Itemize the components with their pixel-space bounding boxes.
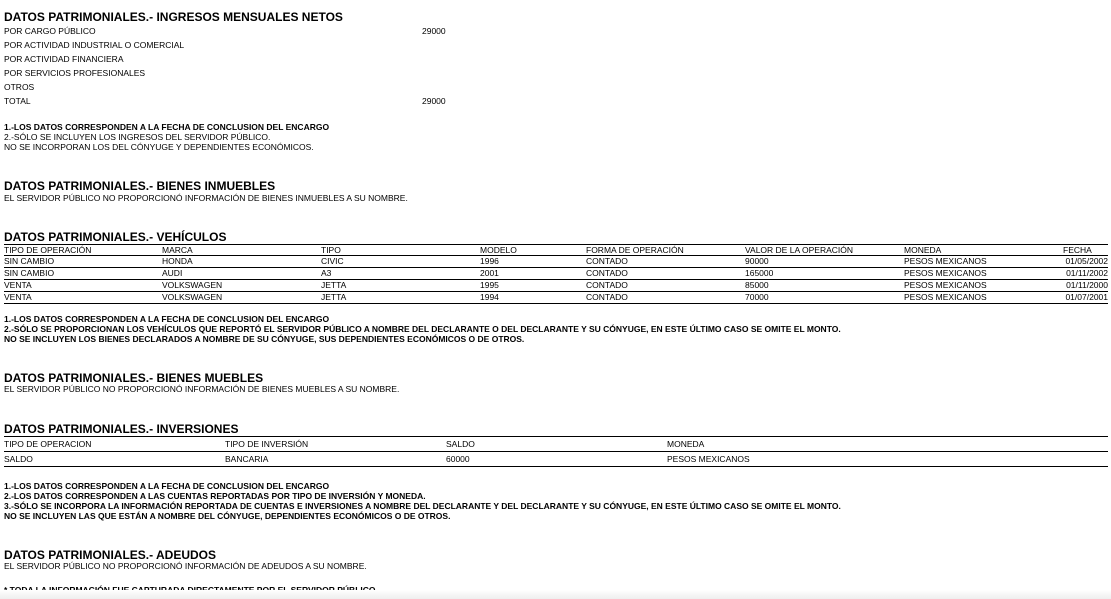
note-line: 1.-LOS DATOS CORRESPONDEN A LA FECHA DE CONCLUSION DEL ENCARGO bbox=[4, 314, 330, 324]
ingresos-row bbox=[4, 38, 184, 52]
ingresos-row bbox=[4, 24, 446, 38]
table-row bbox=[4, 256, 1108, 268]
table-cell: PESOS MEXICANOS bbox=[904, 256, 1063, 268]
note-line: 3.-SÓLO SE INCORPORA LA INFORMACIÓN REPORTADA DE CUENTAS E INVERSIONES A NOMBRE DEL DECLARANTE Y DEL DECLARANTE Y SU CÓNYUGE, EN ESTE ÚLTIMO CASO SE OMITE EL MONTO. bbox=[4, 501, 841, 511]
table-cell: 01/07/2001 bbox=[1063, 292, 1108, 304]
table-cell: BANCARIA bbox=[225, 452, 446, 467]
section-title-vehiculos: DATOS PATRIMONIALES.- VEHÍCULOS bbox=[4, 230, 227, 244]
note-line: 1.-LOS DATOS CORRESPONDEN A LA FECHA DE CONCLUSION DEL ENCARGO bbox=[4, 122, 330, 132]
table-cell: SIN CAMBIO bbox=[4, 256, 162, 268]
ingresos-row bbox=[4, 80, 34, 94]
note-line: NO SE INCLUYEN LOS BIENES DECLARADOS A NOMBRE DE SU CÓNYUGE, SUS DEPENDIENTES ECONÓMICOS O DE OTROS. bbox=[4, 334, 525, 344]
note-line: 2.-LOS DATOS CORRESPONDEN A LAS CUENTAS REPORTADAS POR TIPO DE INVERSIÓN Y MONEDA. bbox=[4, 491, 426, 501]
table-cell: AUDI bbox=[162, 268, 321, 280]
table-cell: PESOS MEXICANOS bbox=[904, 268, 1063, 280]
muebles-text: EL SERVIDOR PÚBLICO NO PROPORCIONÓ INFORMACIÓN DE BIENES MUEBLES A SU NOMBRE. bbox=[4, 384, 400, 394]
column-header: TIPO DE OPERACION bbox=[4, 437, 225, 452]
table-cell: A3 bbox=[321, 268, 480, 280]
table-cell: PESOS MEXICANOS bbox=[904, 280, 1063, 292]
ingresos-row bbox=[4, 52, 124, 66]
ingresos-label: TOTAL bbox=[4, 96, 31, 106]
table-cell: VENTA bbox=[4, 292, 162, 304]
table-cell: 01/11/2002 bbox=[1063, 268, 1108, 280]
adeudos-text: EL SERVIDOR PÚBLICO NO PROPORCIONÓ INFORMACIÓN DE ADEUDOS A SU NOMBRE. bbox=[4, 561, 367, 571]
note-line: 2.-SÓLO SE INCLUYEN LOS INGRESOS DEL SERVIDOR PÚBLICO. bbox=[4, 132, 271, 142]
inmuebles-text: EL SERVIDOR PÚBLICO NO PROPORCIONÓ INFORMACIÓN DE BIENES INMUEBLES A SU NOMBRE. bbox=[4, 193, 408, 203]
ingresos-value: 29000 bbox=[422, 96, 446, 106]
column-header: FORMA DE OPERACIÓN bbox=[586, 245, 745, 256]
table-cell: 60000 bbox=[446, 452, 667, 467]
ingresos-label: POR ACTIVIDAD FINANCIERA bbox=[4, 54, 124, 64]
ingresos-value: 29000 bbox=[422, 26, 446, 36]
column-header: MONEDA bbox=[904, 245, 1063, 256]
table-row bbox=[4, 452, 1108, 467]
table-cell: CONTADO bbox=[586, 292, 745, 304]
note-line: 1.-LOS DATOS CORRESPONDEN A LA FECHA DE CONCLUSION DEL ENCARGO bbox=[4, 481, 330, 491]
table-cell: 1995 bbox=[480, 280, 586, 292]
table-cell: CONTADO bbox=[586, 256, 745, 268]
inversiones-table bbox=[4, 436, 1108, 467]
column-header: FECHA bbox=[1063, 245, 1108, 256]
column-header: TIPO DE INVERSIÓN bbox=[225, 437, 446, 452]
section-title-inmuebles: DATOS PATRIMONIALES.- BIENES INMUEBLES bbox=[4, 179, 276, 193]
ingresos-label: POR SERVICIOS PROFESIONALES bbox=[4, 68, 146, 78]
table-cell: VENTA bbox=[4, 280, 162, 292]
table-cell: 165000 bbox=[745, 268, 904, 280]
table-cell: PESOS MEXICANOS bbox=[904, 292, 1063, 304]
table-cell: 1996 bbox=[480, 256, 586, 268]
column-header: MONEDA bbox=[667, 437, 1108, 452]
ingresos-label: POR CARGO PÚBLICO bbox=[4, 26, 96, 36]
note-line: NO SE INCORPORAN LOS DEL CÓNYUGE Y DEPENDIENTES ECONÓMICOS. bbox=[4, 142, 314, 152]
table-cell: CIVIC bbox=[321, 256, 480, 268]
ingresos-label: POR ACTIVIDAD INDUSTRIAL O COMERCIAL bbox=[4, 40, 185, 50]
table-cell: 01/11/2000 bbox=[1063, 280, 1108, 292]
section-title-adeudos: DATOS PATRIMONIALES.- ADEUDOS bbox=[4, 548, 217, 562]
ingresos-row bbox=[4, 66, 145, 80]
page-bottom-edge bbox=[0, 590, 1111, 599]
table-cell: 90000 bbox=[745, 256, 904, 268]
vehiculos-notes bbox=[4, 314, 841, 344]
section-title-ingresos: DATOS PATRIMONIALES.- INGRESOS MENSUALES NETOS bbox=[4, 10, 343, 24]
column-header: TIPO DE OPERACIÓN bbox=[4, 245, 162, 256]
inversiones-notes bbox=[4, 481, 841, 521]
table-cell: SALDO bbox=[4, 452, 225, 467]
ingresos-label: OTROS bbox=[4, 82, 35, 92]
table-cell: JETTA bbox=[321, 280, 480, 292]
table-cell: HONDA bbox=[162, 256, 321, 268]
note-line: NO SE INCLUYEN LAS QUE ESTÁN A NOMBRE DEL CÓNYUGE, DEPENDIENTES ECONÓMICOS O DE OTROS. bbox=[4, 511, 451, 521]
ingresos-row bbox=[4, 94, 446, 108]
table-cell: JETTA bbox=[321, 292, 480, 304]
ingresos-notes bbox=[4, 122, 329, 152]
table-cell: 70000 bbox=[745, 292, 904, 304]
table-cell: VOLKSWAGEN bbox=[162, 280, 321, 292]
table-row bbox=[4, 292, 1108, 304]
table-cell: PESOS MEXICANOS bbox=[667, 452, 1108, 467]
column-header: VALOR DE LA OPERACIÓN bbox=[745, 245, 904, 256]
table-row bbox=[4, 268, 1108, 280]
table-cell: 85000 bbox=[745, 280, 904, 292]
table-cell: 1994 bbox=[480, 292, 586, 304]
table-cell: CONTADO bbox=[586, 268, 745, 280]
column-header: MARCA bbox=[162, 245, 321, 256]
section-title-muebles: DATOS PATRIMONIALES.- BIENES MUEBLES bbox=[4, 371, 264, 385]
table-cell: VOLKSWAGEN bbox=[162, 292, 321, 304]
table-header-row bbox=[4, 437, 1108, 452]
vehiculos-table bbox=[4, 244, 1108, 304]
table-cell: 01/05/2002 bbox=[1063, 256, 1108, 268]
column-header: MODELO bbox=[480, 245, 586, 256]
table-cell: 2001 bbox=[480, 268, 586, 280]
column-header: TIPO bbox=[321, 245, 480, 256]
table-row bbox=[4, 280, 1108, 292]
table-cell: SIN CAMBIO bbox=[4, 268, 162, 280]
table-header-row bbox=[4, 245, 1108, 256]
column-header: SALDO bbox=[446, 437, 667, 452]
table-cell: CONTADO bbox=[586, 280, 745, 292]
section-title-inversiones: DATOS PATRIMONIALES.- INVERSIONES bbox=[4, 422, 239, 436]
note-line: 2.-SÓLO SE PROPORCIONAN LOS VEHÍCULOS QUE REPORTÓ EL SERVIDOR PÚBLICO A NOMBRE DEL DECLARANTE O DEL DECLARANTE Y SU CÓNYUGE, EN ESTE ÚLTIMO CASO SE OMITE EL MONTO. bbox=[4, 324, 841, 334]
